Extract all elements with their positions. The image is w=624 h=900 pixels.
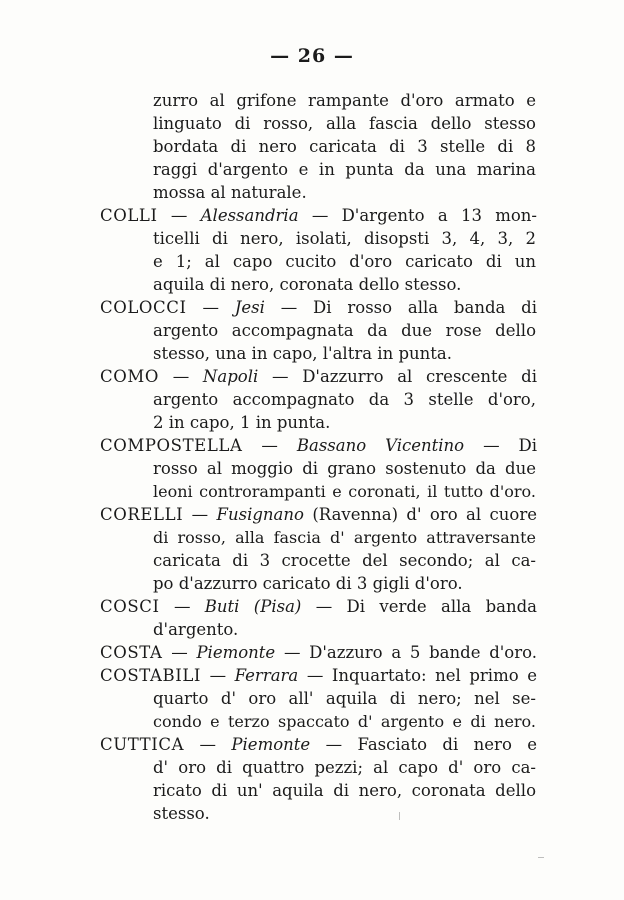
family-name: CORELLI [100,505,184,524]
entry-heading-cosci: COSCI — Buti (Pisa) — Di verde alla banda [100,597,538,616]
family-place: Jesi [234,298,265,317]
entry-text: D'argento a 13 mon- [341,206,537,225]
entry-text: Di verde alla banda [346,597,538,616]
entry-line: argento accompagnata da due rose dello [153,321,536,340]
family-name: COSTA [100,643,163,662]
entry-line: 2 in capo, 1 in punta. [153,413,331,432]
entry-line: ricato di un' aquila di nero, coronata dello [153,781,536,800]
entry-heading-compostella: COMPOSTELLA — Bassano Vicentino — Di [100,436,538,455]
entry-line: ticelli di nero, isolati, disopsti 3, 4, 3, 2 [153,229,536,248]
entry-heading-colocci: COLOCCI — Jesi — Di rosso alla banda di [100,298,538,317]
family-name: COMO [100,367,159,386]
family-name: COSTABILI [100,666,201,685]
entry-text: D'azzurro al crescente di [302,367,537,386]
page-number: — 26 — [270,45,354,67]
scan-speck [399,812,400,820]
continuation-line: raggi d'argento e in punta da una marina [153,160,536,179]
entry-line: leoni controrampanti e coronati, il tutto d'oro. [153,482,536,501]
entry-line: d' oro di quattro pezzi; al capo d' oro ca- [153,758,536,777]
entry-heading-costabili: COSTABILI — Ferrara — Inquartato: nel primo e [100,666,537,685]
entry-line: condo e terzo spaccato d' argento e di nero. [153,712,536,731]
continuation-line: mossa al naturale. [153,183,307,202]
family-name: COLOCCI [100,298,187,317]
entry-text: D'azzuro a 5 bande d'oro. [309,643,538,662]
family-place: Ferrara [234,666,299,685]
entry-line: stesso, una in capo, l'altra in punta. [153,344,452,363]
entry-line: d'argento. [153,620,239,639]
entry-line: po d'azzurro caricato di 3 gigli d'oro. [153,574,463,593]
entry-line: di rosso, alla fascia d' argento attraversante [153,528,536,547]
family-name: COMPOSTELLA [100,436,243,455]
entry-text: Di [518,436,538,455]
family-name: COLLI [100,206,158,225]
entry-heading-costa: COSTA — Piemonte — D'azzuro a 5 bande d'oro. [100,643,538,662]
entry-line: caricata di 3 crocette del secondo; al ca- [153,551,536,570]
family-name: CUTTICA [100,735,185,754]
family-place: Piemonte [231,735,311,754]
entry-line: quarto d' oro all' aquila di nero; nel se- [153,689,536,708]
entry-heading-cuttica: CUTTICA — Piemonte — Fasciato di nero e [100,735,538,754]
entry-heading-como: COMO — Napoli — D'azzurro al crescente di [100,367,537,386]
continuation-line: bordata di nero caricata di 3 stelle di 8 [153,137,536,156]
entry-text: (Ravenna) d' oro al cuore [312,505,538,524]
continuation-line: linguato di rosso, alla fascia dello stesso [153,114,536,133]
entry-heading-corelli: CORELLI — Fusignano (Ravenna) d' oro al cuore [100,505,538,524]
family-place: Piemonte [196,643,276,662]
family-place: Fusignano [216,505,304,524]
family-place: Buti (Pisa) [204,597,302,616]
entry-text: Di rosso alla banda di [313,298,538,317]
entry-heading-colli: COLLI — Alessandria — D'argento a 13 mon- [100,206,537,225]
entry-text: Inquartato: nel primo e [331,666,537,685]
continuation-line: zurro al grifone rampante d'oro armato e [153,91,536,110]
entry-line: aquila di nero, coronata dello stesso. [153,275,462,294]
scan-speck [538,857,544,858]
entry-line: stesso. [153,804,210,823]
entry-text: Fasciato di nero e [357,735,538,754]
family-place: Bassano Vicentino [296,436,465,455]
family-name: COSCI [100,597,160,616]
entry-line: e 1; al capo cucito d'oro caricato di un [153,252,536,271]
entry-line: argento accompagnato da 3 stelle d'oro, [153,390,536,409]
family-place: Napoli [202,367,259,386]
family-place: Alessandria [200,206,299,225]
entry-line: rosso al moggio di grano sostenuto da due [153,459,536,478]
